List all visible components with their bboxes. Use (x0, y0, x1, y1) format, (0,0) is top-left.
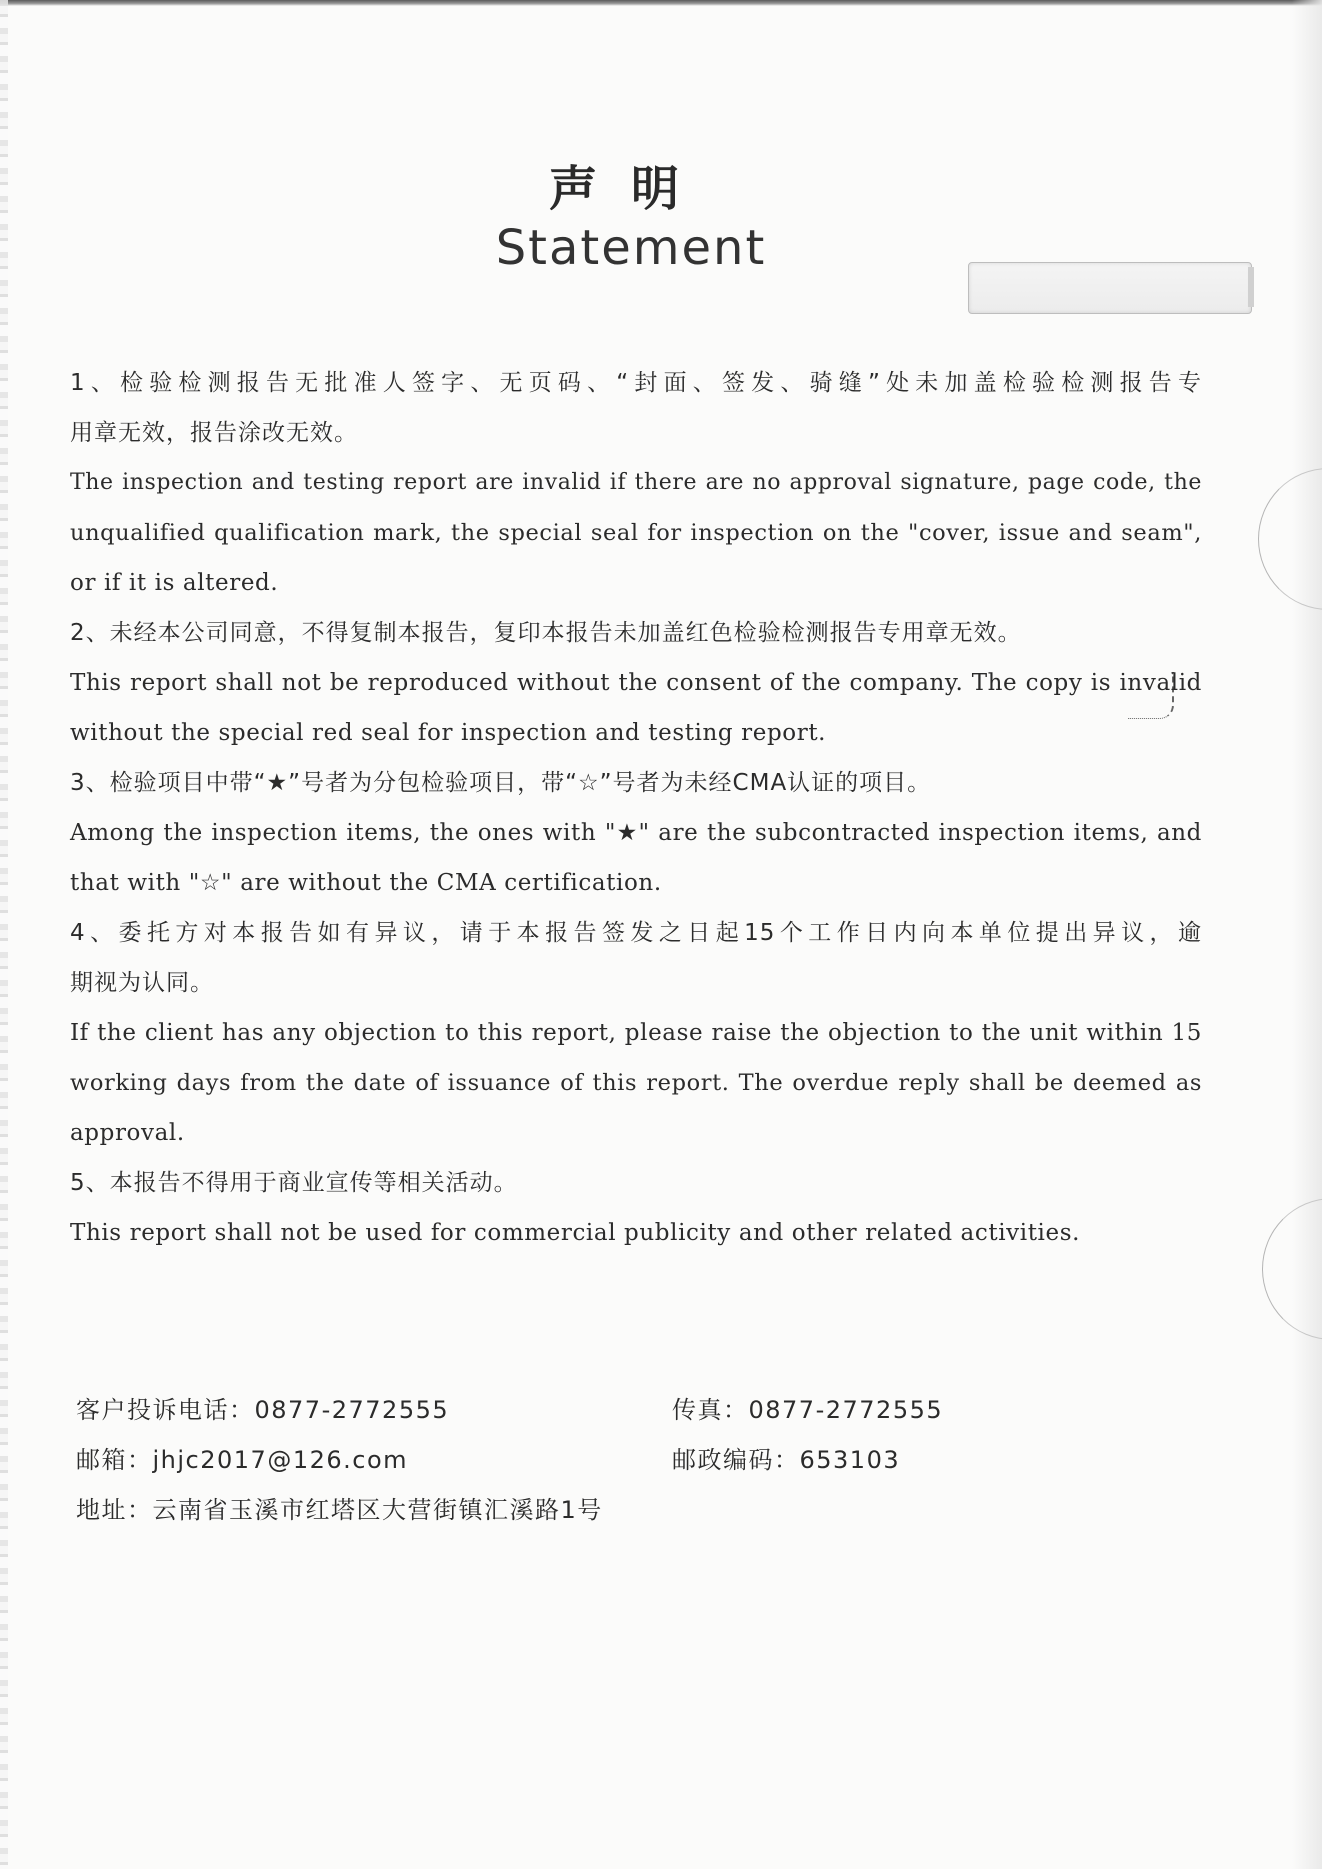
email-address: 邮箱：jhjc2017@126.com (76, 1446, 409, 1474)
item-2-cn-line-1: 2、未经本公司同意，不得复制本报告，复印本报告未加盖红色检验检测报告专用章无效。 (70, 620, 1022, 646)
statement-item-4 (70, 908, 1202, 1158)
contact-info (76, 1390, 1226, 1540)
punch-hole-upper (1258, 468, 1322, 610)
fax-number: 传真：0877-2772555 (672, 1396, 944, 1424)
statement-item-2 (70, 608, 1202, 758)
complaint-phone: 客户投诉电话：0877-2772555 (76, 1396, 450, 1424)
postal-address: 地址：云南省玉溪市红塔区大营街镇汇溪路1号 (76, 1496, 603, 1524)
statement-body (70, 358, 1202, 1258)
item-5-cn-line-1: 5、本报告不得用于商业宣传等相关活动。 (70, 1170, 518, 1196)
statement-item-1 (70, 358, 1202, 608)
scan-left-edge (0, 0, 8, 1869)
item-3-en-line-2: that with "☆" are without the CMA certification. (70, 870, 662, 896)
item-1-en-line-3: or if it is altered. (70, 570, 279, 596)
item-2-en-line-1: This report shall not be reproduced without the consent of the company. The copy is invalid (70, 670, 1202, 696)
item-2-en-line-2: without the special red seal for inspection and testing report. (70, 720, 827, 746)
item-3-en-line-1: Among the inspection items, the ones with "★" are the subcontracted inspection items, and (70, 820, 1202, 846)
item-1-en-line-1: The inspection and testing report are invalid if there are no approval signature, page code, the (70, 470, 1202, 495)
item-1-cn-line-1: 1、检验检测报告无批准人签字、无页码、“封面、签发、骑缝”处未加盖检验检测报告专 (70, 370, 1202, 396)
punch-hole-lower (1262, 1198, 1322, 1340)
item-4-cn-line-2: 期视为认同。 (70, 970, 214, 996)
scan-right-shade (1292, 0, 1322, 1869)
seal-box (968, 262, 1252, 314)
item-5-en-line-1: This report shall not be used for commercial publicity and other related activities. (70, 1220, 1081, 1246)
postal-code: 邮政编码：653103 (672, 1446, 901, 1474)
page-title-en: Statement (495, 220, 767, 276)
scan-top-edge (0, 0, 1322, 6)
item-3-cn-line-1: 3、检验项目中带“★”号者为分包检验项目，带“☆”号者为未经CMA认证的项目。 (70, 770, 932, 796)
item-1-cn-line-2: 用章无效，报告涂改无效。 (70, 420, 358, 446)
statement-item-5 (70, 1158, 1202, 1258)
item-4-en-line-1: If the client has any objection to this report, please raise the objection to the unit within 15 (70, 1020, 1202, 1046)
item-4-en-line-3: approval. (70, 1120, 185, 1146)
item-4-en-line-2: working days from the date of issuance of this report. The overdue reply shall be deemed as (70, 1070, 1202, 1096)
statement-item-3 (70, 758, 1202, 908)
item-1-en-line-2: unqualified qualification mark, the special seal for inspection on the "cover, issue and seam", (70, 520, 1202, 546)
page-title-cn: 声明 (548, 161, 713, 217)
item-4-cn-line-1: 4、委托方对本报告如有异议，请于本报告签发之日起15个工作日内向本单位提出异议，逾 (70, 920, 1202, 946)
